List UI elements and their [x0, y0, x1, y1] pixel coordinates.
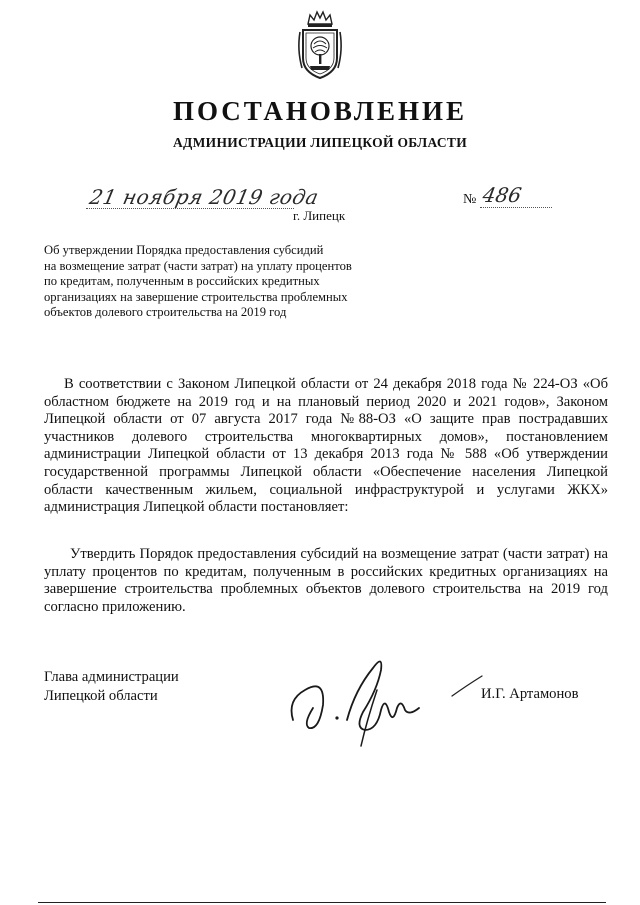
resolution-paragraph: Утвердить Порядок предоставления субсидий на возмещение затрат (части затрат) на уплату процентов по кредитам, полученным в российских кредитных организациях на завершение строительства проблемных объектов долевого строительства на 2019 год согласно приложению. [44, 546, 608, 615]
position-line: Глава администрации [44, 669, 179, 685]
subject-line: на возмещение затрат (части затрат) на уплату процентов [44, 258, 352, 273]
signatory-name: И.Г. Артамонов [481, 686, 579, 702]
preamble-paragraph: В соответствии с Законом Липецкой области от 24 декабря 2018 года № 224-ОЗ «Об областном бюджете на 2019 год и на плановый период 2020 и 2021 годов», Законом Липецкой области от 07 августа 2017 года №88-ОЗ «О защите прав пострадавших участников долевого строительства многоквартирных домов», постановлением администрации Липецкой области от 13 декабря 2013 года № 588 «Об утверждении государственной программы Липецкой области «Обеспечение населения Липецкой области качественным жильем, социальной инфраструктурой и услугами ЖКХ» администрация Липецкой области постановляет: [44, 376, 608, 516]
handwritten-signature [285, 650, 435, 760]
subject-line: объектов долевого строительства на 2019 год [44, 305, 287, 320]
city-label: г. Липецк [293, 208, 346, 223]
document-subject [44, 243, 374, 321]
signatory-position [44, 668, 179, 705]
page-bottom-rule [38, 902, 606, 903]
number-underline [480, 207, 552, 208]
handwritten-date: 21 ноября 2019 года [87, 185, 321, 209]
number-sign: № [463, 192, 477, 207]
subject-line: Об утверждении Порядка предоставления субсидий [44, 243, 324, 257]
lipetsk-coat-of-arms-icon [296, 10, 344, 82]
subject-line: по кредитам, полученным в российских кредитных [44, 274, 320, 289]
document-title: ПОСТАНОВЛЕНИЕ [172, 96, 468, 126]
issuer-subtitle: АДМИНИСТРАЦИИ ЛИПЕЦКОЙ ОБЛАСТИ [172, 135, 468, 150]
subject-line: организациях на завершение строительства проблемных [44, 289, 348, 304]
date-underline [86, 208, 294, 209]
position-line: Липецкой области [44, 687, 158, 704]
handwritten-number: 486 [480, 183, 524, 207]
